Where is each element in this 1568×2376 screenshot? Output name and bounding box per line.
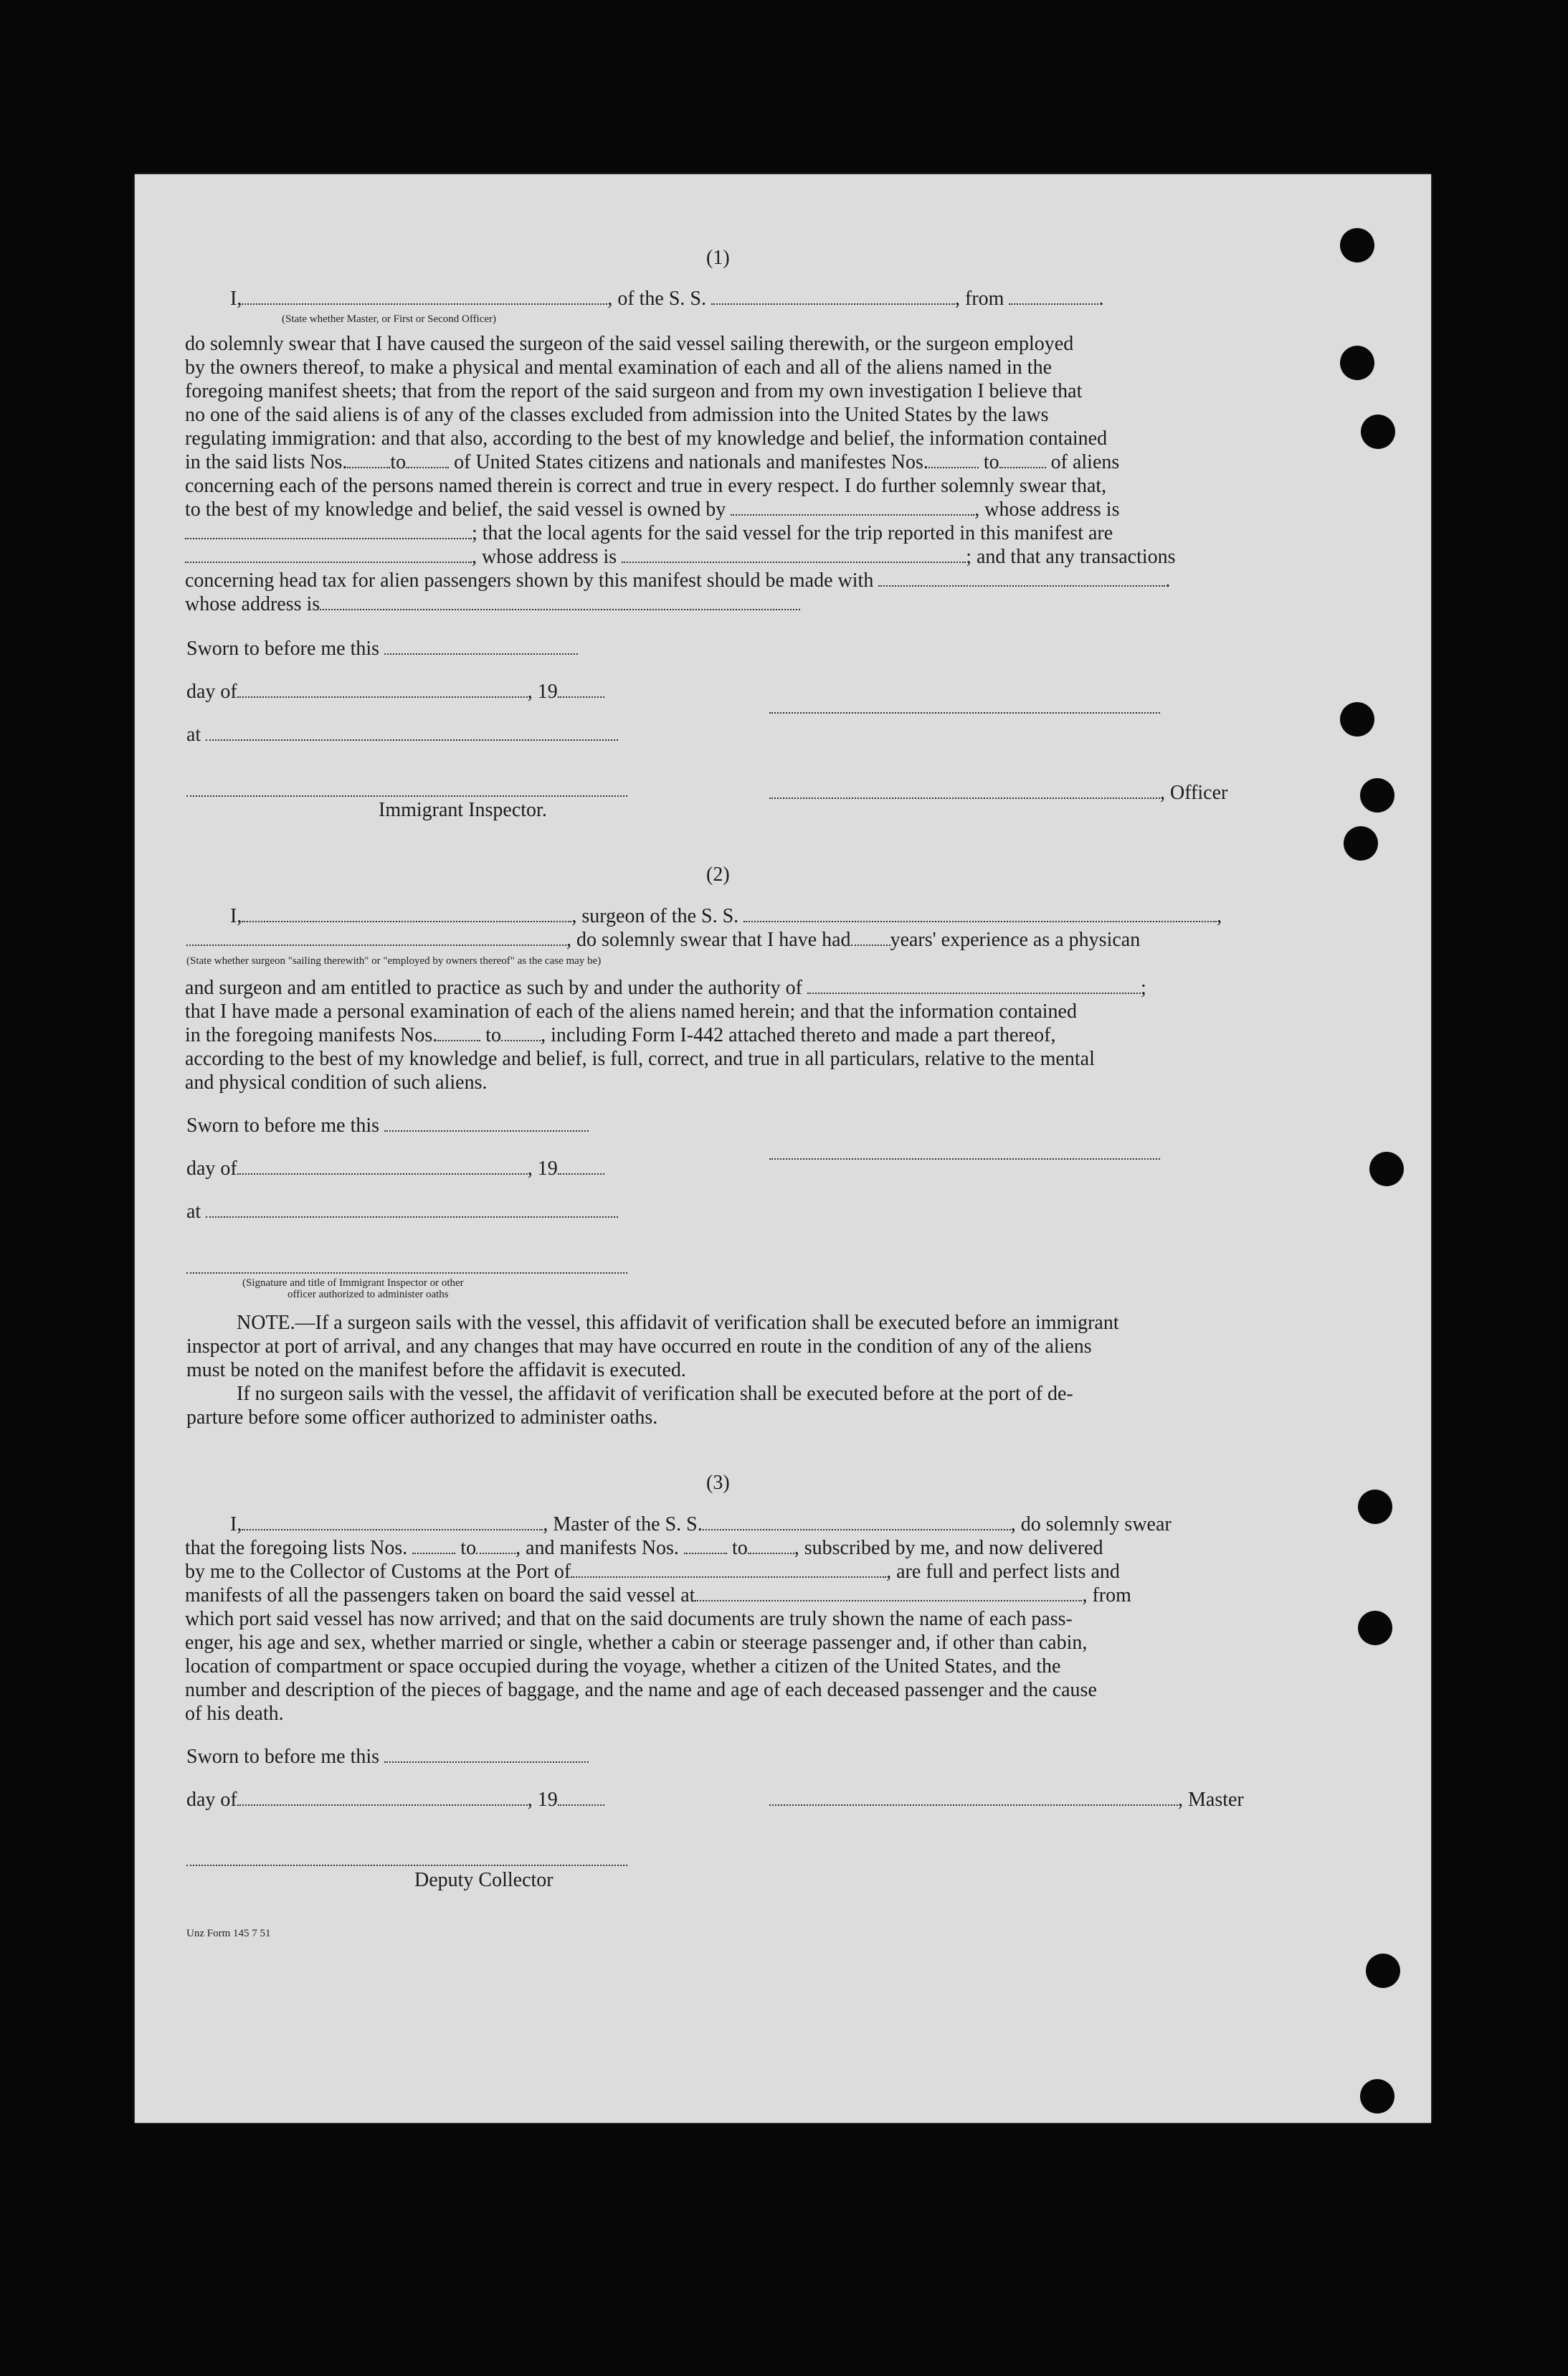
s3-para-line: of his death. (185, 1703, 284, 1725)
punch-hole (1369, 1152, 1404, 1186)
s2-year-field[interactable] (558, 1158, 604, 1175)
s3-port-field[interactable] (571, 1561, 886, 1578)
s3-collector-label: Deputy Collector (414, 1869, 553, 1891)
s1-vessel-field[interactable] (711, 288, 955, 305)
s1-para-line: to the best of my knowledge and belief, the said vessel is owned by , whose address is (185, 498, 1120, 521)
s2-para-line: according to the best of my knowledge and belief, is full, correct, and true in all particulars, relative to the mental (185, 1048, 1095, 1070)
s2-sworn-field[interactable] (384, 1114, 589, 1132)
s2-surgeon-name-field[interactable] (242, 905, 571, 922)
s2-sworn: Sworn to before me this (186, 1114, 589, 1138)
s2-authority-field[interactable] (807, 977, 1141, 994)
s1-year-field[interactable] (558, 681, 604, 698)
s1-inspector-line[interactable] (186, 795, 627, 797)
s3-day: day of , 19 (186, 1788, 604, 1812)
s1-para-line: whose address is (185, 592, 800, 617)
s3-para-line: by me to the Collector of Customs at the Port of , are full and perfect lists and (185, 1561, 1120, 1583)
note-line: parture before some officer authorized to administer oaths. (186, 1406, 658, 1429)
s1-officer-name-field[interactable] (242, 288, 607, 305)
punch-hole (1358, 1611, 1392, 1645)
s1-inspector-label: Immigrant Inspector. (379, 799, 547, 821)
s1-lists-from-field[interactable] (347, 451, 390, 468)
s1-para-line: concerning each of the persons named therein is correct and true in every respect. I do further solemnly swear that, (185, 475, 1107, 497)
s1-at-field[interactable] (206, 724, 618, 741)
s2-caption: (State whether surgeon "sailing therewith" or "employed by owners thereof" as the case may be) (186, 955, 602, 967)
note-line: If no surgeon sails with the vessel, the affidavit of verification shall be executed before at the port of de- (237, 1383, 1073, 1405)
punch-hole (1340, 346, 1374, 380)
s3-master-name-field[interactable] (242, 1513, 543, 1530)
section-1-number: (1) (706, 247, 730, 269)
punch-hole (1360, 2079, 1394, 2114)
s1-para-line: foregoing manifest sheets; that from the report of the said surgeon and from my own investigation I believe that (185, 380, 1083, 402)
s1-officer-field[interactable] (769, 782, 1160, 799)
note-line: inspector at port of arrival, and any changes that may have occurred en route in the condition of any of the aliens (186, 1335, 1092, 1358)
s3-master-signature-field[interactable] (769, 1789, 1178, 1806)
s3-lists-to-field[interactable] (476, 1537, 515, 1554)
note-line: NOTE.—If a surgeon sails with the vessel, this affidavit of verification shall be executed before an immigrant (237, 1312, 1119, 1334)
s2-years-field[interactable] (851, 929, 890, 946)
punch-hole (1366, 1954, 1400, 1988)
s1-para-line: regulating immigration: and that also, according to the best of my knowledge and belief, the information contained (185, 427, 1108, 450)
punch-hole (1360, 778, 1394, 813)
s1-agents-address-field[interactable] (622, 546, 966, 563)
s1-agents-field[interactable] (185, 546, 472, 563)
section-3-number: (3) (706, 1472, 730, 1494)
s3-manifests-from-field[interactable] (684, 1537, 727, 1554)
punch-hole (1358, 1490, 1392, 1524)
s1-headtax-address-field[interactable] (320, 593, 800, 610)
s1-para-line: , whose address is ; and that any transactions (185, 545, 1176, 569)
punch-hole (1340, 702, 1374, 737)
section-2-number: (2) (706, 863, 730, 886)
s1-officer: , Officer (769, 781, 1227, 805)
punch-hole (1361, 415, 1395, 449)
s3-para-line: number and description of the pieces of baggage, and the name and age of each deceased passenger and the cause (185, 1679, 1097, 1701)
s1-para-line: in the said lists Nos. to of United States citizens and nationals and manifestes Nos. to of aliens (185, 451, 1120, 473)
s2-inspector-line[interactable] (186, 1272, 627, 1274)
s2-sig-caption: (Signature and title of Immigrant Inspector or other (242, 1277, 464, 1289)
s3-vessel-field[interactable] (703, 1513, 1011, 1530)
punch-hole (1340, 228, 1374, 262)
s2-para-line: that I have made a personal examination of each of the aliens named herein; and that the information contained (185, 1000, 1077, 1023)
s2-signature-line[interactable] (769, 1158, 1160, 1160)
s2-day-field[interactable] (237, 1158, 528, 1175)
s3-master-signature: , Master (769, 1788, 1244, 1812)
s3-sworn: Sworn to before me this (186, 1745, 589, 1769)
s1-owner-address-field[interactable] (185, 522, 472, 539)
s3-sworn-field[interactable] (384, 1746, 589, 1763)
s1-sworn-field[interactable] (384, 638, 578, 655)
s2-vessel-field[interactable] (743, 905, 1217, 922)
s1-day-field[interactable] (237, 681, 528, 698)
form-number: Unz Form 145 7 51 (186, 1928, 271, 1939)
s3-collector-line[interactable] (186, 1865, 627, 1866)
affidavit-sheet (135, 174, 1431, 2123)
s1-line1: I, , of the S. S. , from . (230, 288, 1104, 310)
s2-manifests-to-field[interactable] (501, 1024, 541, 1041)
s1-manifests-to-field[interactable] (999, 451, 1046, 468)
s2-line2: , do solemnly swear that I have had years' experience as a physican (186, 928, 1140, 952)
s1-para-line: ; that the local agents for the said vessel for the trip reported in this manifest are (185, 521, 1113, 546)
s1-caption: (State whether Master, or First or Second Officer) (282, 313, 497, 325)
s2-surgeon-status-field[interactable] (186, 929, 566, 946)
s1-owner-field[interactable] (731, 498, 974, 516)
s1-from-field[interactable] (1009, 288, 1098, 305)
s1-lists-to-field[interactable] (406, 451, 449, 468)
s2-manifests-from-field[interactable] (437, 1024, 480, 1041)
s2-at: at (186, 1200, 618, 1224)
s1-manifests-from-field[interactable] (928, 451, 979, 468)
s3-year-field[interactable] (558, 1789, 604, 1806)
s2-at-field[interactable] (206, 1201, 618, 1218)
s1-para-line: by the owners thereof, to make a physical and mental examination of each and all of the aliens named in the (185, 356, 1053, 379)
s3-day-field[interactable] (237, 1789, 528, 1806)
s1-at: at (186, 723, 618, 747)
s3-para-line: manifests of all the passengers taken on board the said vessel at , from (185, 1584, 1131, 1606)
s1-signature-line[interactable] (769, 712, 1160, 714)
s1-day: day of , 19 (186, 680, 604, 704)
s3-para-line: that the foregoing lists Nos. to , and manifests Nos. to , subscribed by me, and now delivered (185, 1537, 1103, 1559)
s1-para-line: concerning head tax for alien passengers shown by this manifest should be made with . (185, 569, 1171, 592)
s3-para-line: enger, his age and sex, whether married or single, whether a cabin or steerage passenger and, if other than cabin, (185, 1632, 1088, 1654)
s2-day: day of , 19 (186, 1157, 604, 1181)
note-line: must be noted on the manifest before the affidavit is executed. (186, 1359, 686, 1381)
s3-lists-from-field[interactable] (412, 1537, 455, 1554)
s1-para-line: do solemnly swear that I have caused the surgeon of the said vessel sailing therewith, or the surgeon employed (185, 333, 1074, 355)
s2-para-line: in the foregoing manifests Nos. to , including Form I-442 attached thereto and made a part thereof, (185, 1024, 1056, 1046)
s2-sig-caption: officer authorized to administer oaths (288, 1289, 449, 1300)
s3-para-line: location of compartment or space occupied during the voyage, whether a citizen of the United States, and the (185, 1655, 1061, 1677)
s3-manifests-to-field[interactable] (748, 1537, 794, 1554)
s3-boarded-at-field[interactable] (695, 1584, 1082, 1601)
s3-line1: I, , Master of the S. S. , do solemnly swear (230, 1513, 1172, 1535)
s3-para-line: which port said vessel has now arrived; and that on the said documents are truly shown the name of each pass- (185, 1608, 1073, 1630)
s1-sworn: Sworn to before me this (186, 637, 578, 661)
s1-para-line: no one of the said aliens is of any of the classes excluded from admission into the United States by the laws (185, 404, 1049, 426)
punch-hole (1344, 826, 1378, 861)
s1-headtax-field[interactable] (878, 569, 1165, 587)
s2-line1: I, , surgeon of the S. S. , (230, 905, 1222, 927)
s2-para-line: and physical condition of such aliens. (185, 1071, 488, 1094)
s2-para-line: and surgeon and am entitled to practice as such by and under the authority of ; (185, 977, 1146, 999)
